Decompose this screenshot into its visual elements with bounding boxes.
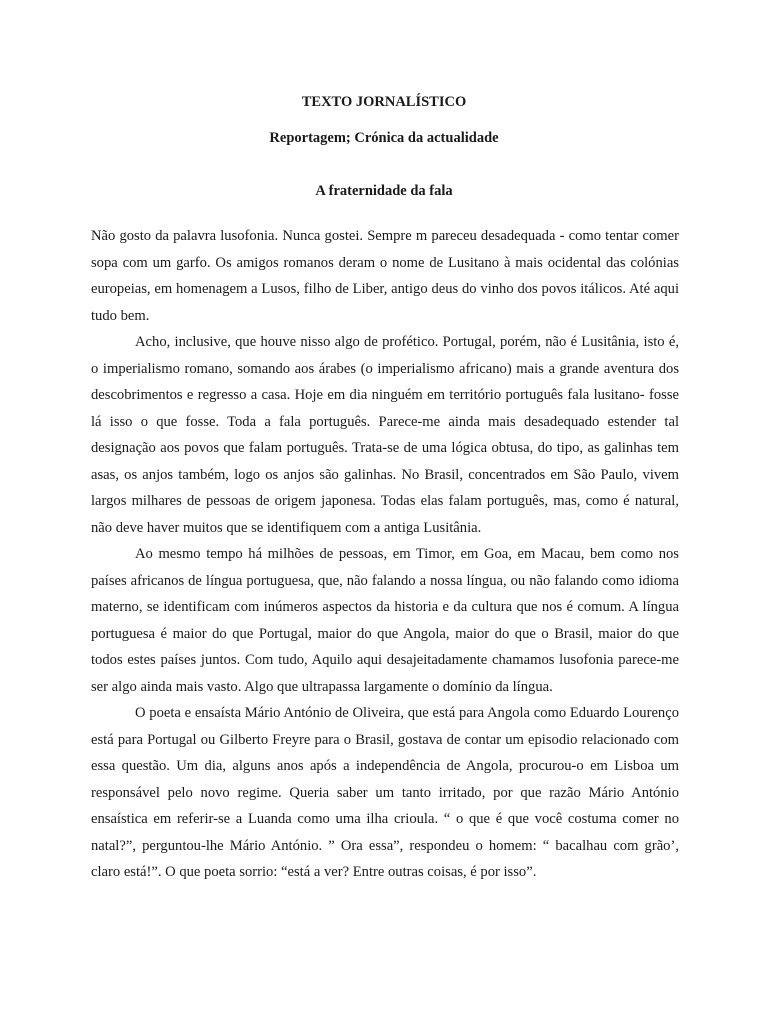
paragraph-4: O poeta e ensaísta Mário António de Oliveira, que está para Angola como Eduardo Lourenço está para Portugal ou Gilberto Freyre para o Brasil, gostava de contar um episodio relacionado com essa questão. Um dia, alguns anos após a independência de Angola, procurou-o em Lisboa um responsável pelo novo regime. Queria saber um tanto irritado, por que razão Mário António ensaística em referir-se a Luanda como uma ilha crioula. “ o que é que você costuma comer no natal?”, perguntou-lhe Mário António. ” Ora essa”, respondeu o homem: “ bacalhau com grão’, claro está!”. O que poeta sorrio: “está a ver? Entre outras coisas, é por isso”.	[91, 705, 679, 880]
article-body	[91, 223, 679, 886]
document-subtitle: Reportagem; Crónica da actualidade	[269, 130, 499, 146]
document-title: TEXTO JORNALÍSTICO	[301, 94, 467, 110]
article-title: A fraternidade da fala	[315, 183, 453, 199]
paragraph-2: Acho, inclusive, que houve nisso algo de profético. Portugal, porém, não é Lusitânia, isto é, o imperialismo romano, somando aos árabes (o imperialismo africano) mais a grande aventura dos descobrimentos e regresso a casa. Hoje em dia ninguém em território português fala lusitano- fosse lá isso o que fosse. Toda a fala português. Parece-me ainda mais desadequado estender tal designação aos povos que falam português. Trata-se de uma lógica obtusa, do tipo, as galinhas tem asas, os anjos também, logo os anjos são galinhas. No Brasil, concentrados em São Paulo, vivem largos milhares de pessoas de origem japonesa. Todas elas falam português, mas, como é natural, não deve haver muitos que se identifiquem com a antiga Lusitânia.	[91, 334, 679, 536]
paragraph-3: Ao mesmo tempo há milhões de pessoas, em Timor, em Goa, em Macau, bem como nos países africanos de língua portuguesa, que, não falando a nossa língua, ou não falando como idioma materno, se identificam com inúmeros aspectos da historia e da cultura que nos é comum. A língua portuguesa é maior do que Portugal, maior do que Angola, maior do que o Brasil, maior do que todos estes países juntos. Com tudo, Aquilo aqui desajeitadamente chamamos lusofonia parece-me ser algo ainda mais vasto. Algo que ultrapassa largamente o domínio da língua.	[91, 546, 679, 695]
paragraph-1: Não gosto da palavra lusofonia. Nunca gostei. Sempre m pareceu desadequada - como tentar comer sopa com um garfo. Os amigos romanos deram o nome de Lusitano à mais ocidental das colónias europeias, em homenagem a Lusos, filho de Liber, antigo deus do vinho dos povos itálicos. Até aqui tudo bem.	[91, 228, 679, 324]
